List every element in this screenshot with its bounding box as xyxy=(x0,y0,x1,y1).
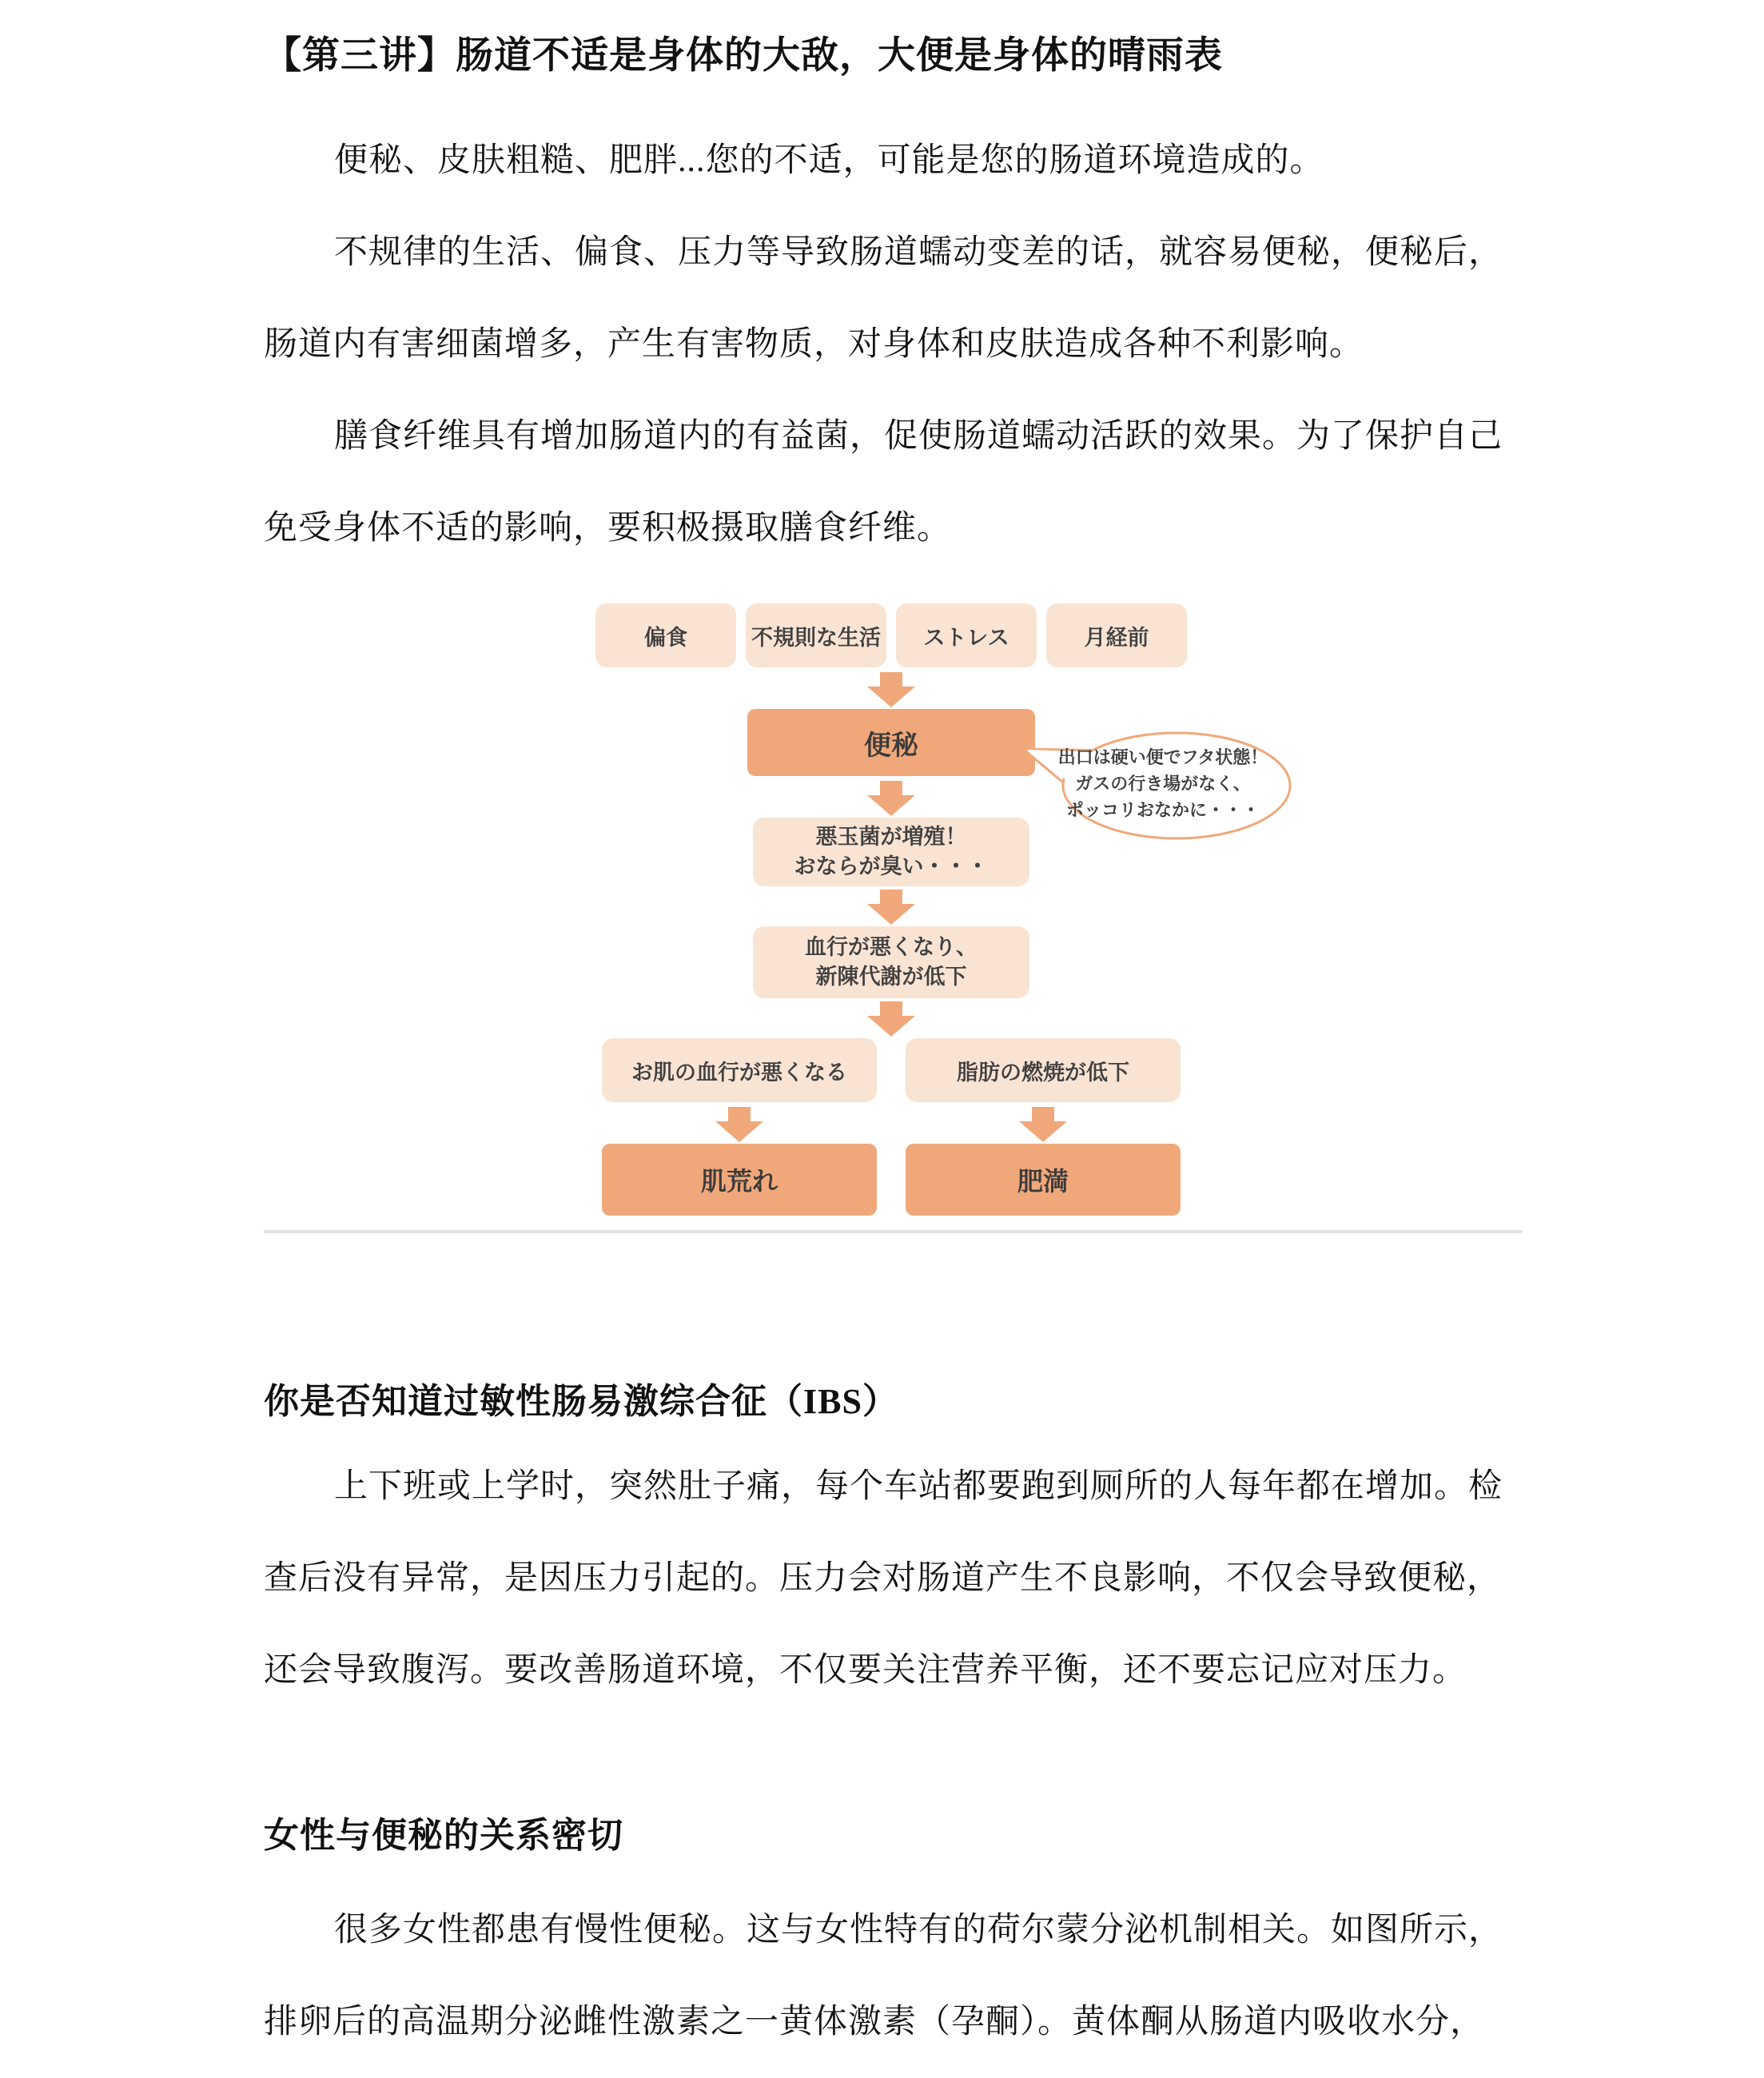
paragraph-line: 查后没有异常，是因压力引起的。压力会对肠道产生不良影响，不仅会导致便秘， xyxy=(264,1560,1502,1597)
arrow-down-icon xyxy=(867,781,915,816)
flowchart-bad-bacteria-box xyxy=(753,818,1029,886)
bubble-line: ガスの行き場がなく、 xyxy=(1075,774,1251,794)
paragraph-line: 免受身体不适的影响，要积极摄取膳食纤维。 xyxy=(264,510,952,547)
women-section-paragraph xyxy=(264,1885,1523,2068)
paragraph-line: 不规律的生活、偏食、压力等导致肠道蠕动变差的话，就容易便秘，便秘后， xyxy=(334,234,1503,271)
ibs-section-paragraph xyxy=(264,1441,1523,1717)
paragraph-line: 排卵后的高温期分泌雌性激素之一黄体激素（孕酮）。黄体酮从肠道内吸收水分， xyxy=(264,2004,1485,2040)
paragraph-line: 便秘、皮肤粗糙、肥胖...您的不适，可能是您的肠道环境造成的。 xyxy=(334,142,1324,179)
arrow-down-icon xyxy=(867,672,915,707)
paragraph-line: 肠道内有害细菌增多，产生有害物质，对身体和皮肤造成各种不利影响。 xyxy=(264,326,1364,363)
flowchart-cause-box: ストレス xyxy=(896,603,1037,667)
flowchart-rough-skin-box: 肌荒れ xyxy=(602,1144,877,1216)
arrow-head xyxy=(715,1121,763,1142)
flowchart-skin-branch-box: お肌の血行が悪くなる xyxy=(602,1038,877,1102)
ibs-section-heading: 你是否知道过敏性肠易激综合征（IBS） xyxy=(264,1382,898,1421)
arrow-head xyxy=(1019,1121,1067,1142)
arrow-shaft xyxy=(1032,1107,1054,1121)
paragraph-line: 还会导致腹泻。要改善肠道环境，不仅要关注营养平衡，还不要忘记应对压力。 xyxy=(264,1652,1467,1689)
paragraph-line: 上下班或上学时，突然肚子痛，每个车站都要跑到厕所的人每年都在增加。检 xyxy=(334,1468,1503,1505)
arrow-down-icon xyxy=(1019,1107,1067,1142)
bubble-line: ポッコリおなかに・・・ xyxy=(1065,800,1260,820)
arrow-head xyxy=(867,904,915,925)
flowchart-cause-box: 月経前 xyxy=(1046,603,1187,667)
arrow-head xyxy=(867,795,915,816)
arrow-shaft xyxy=(728,1107,751,1121)
flowchart-causes-row xyxy=(595,603,1187,667)
intro-paragraphs xyxy=(264,115,1523,575)
flowchart-constipation-box: 便秘 xyxy=(747,709,1035,776)
document-content xyxy=(264,30,1523,2068)
flowchart-obesity-box: 肥満 xyxy=(906,1144,1181,1216)
bubble-line: 出口は硬い便でフタ状態！ xyxy=(1057,747,1268,767)
paragraph-line: 膳食纤维具有增加肠道内的有益菌，促使肠道蠕动活跃的效果。为了保护自己 xyxy=(334,418,1503,455)
box-line: おならが臭い・・・ xyxy=(794,854,989,878)
women-section-heading: 女性与便秘的关系密切 xyxy=(264,1816,623,1855)
speech-bubble xyxy=(1023,723,1295,843)
box-line: 悪玉菌が増殖！ xyxy=(815,825,967,849)
paragraph-line: 很多女性都患有慢性便秘。这与女性特有的荷尔蒙分泌机制相关。如图所示， xyxy=(334,1912,1503,1949)
section-divider xyxy=(264,1230,1523,1233)
arrow-down-icon xyxy=(867,1001,915,1037)
arrow-down-icon xyxy=(715,1107,763,1142)
arrow-shaft xyxy=(880,1001,902,1016)
flowchart-fat-branch-box: 脂肪の燃焼が低下 xyxy=(906,1038,1181,1102)
arrow-head xyxy=(867,1016,915,1037)
box-line: 血行が悪くなり、 xyxy=(805,935,978,959)
page-title: 【第三讲】肠道不适是身体的大敌，大便是身体的晴雨表 xyxy=(264,35,1223,77)
flowchart-cause-box: 不規則な生活 xyxy=(746,603,886,667)
arrow-shaft xyxy=(880,781,902,795)
arrow-head xyxy=(867,687,915,707)
flowchart-circulation-box xyxy=(753,926,1029,998)
constipation-flowchart xyxy=(595,603,1299,1219)
arrow-shaft xyxy=(880,672,902,687)
arrow-shaft xyxy=(880,890,902,904)
flowchart-cause-box: 偏食 xyxy=(595,603,736,667)
speech-bubble-text xyxy=(1051,744,1275,823)
arrow-down-icon xyxy=(867,890,915,925)
box-line: 新陳代謝が低下 xyxy=(815,965,967,989)
